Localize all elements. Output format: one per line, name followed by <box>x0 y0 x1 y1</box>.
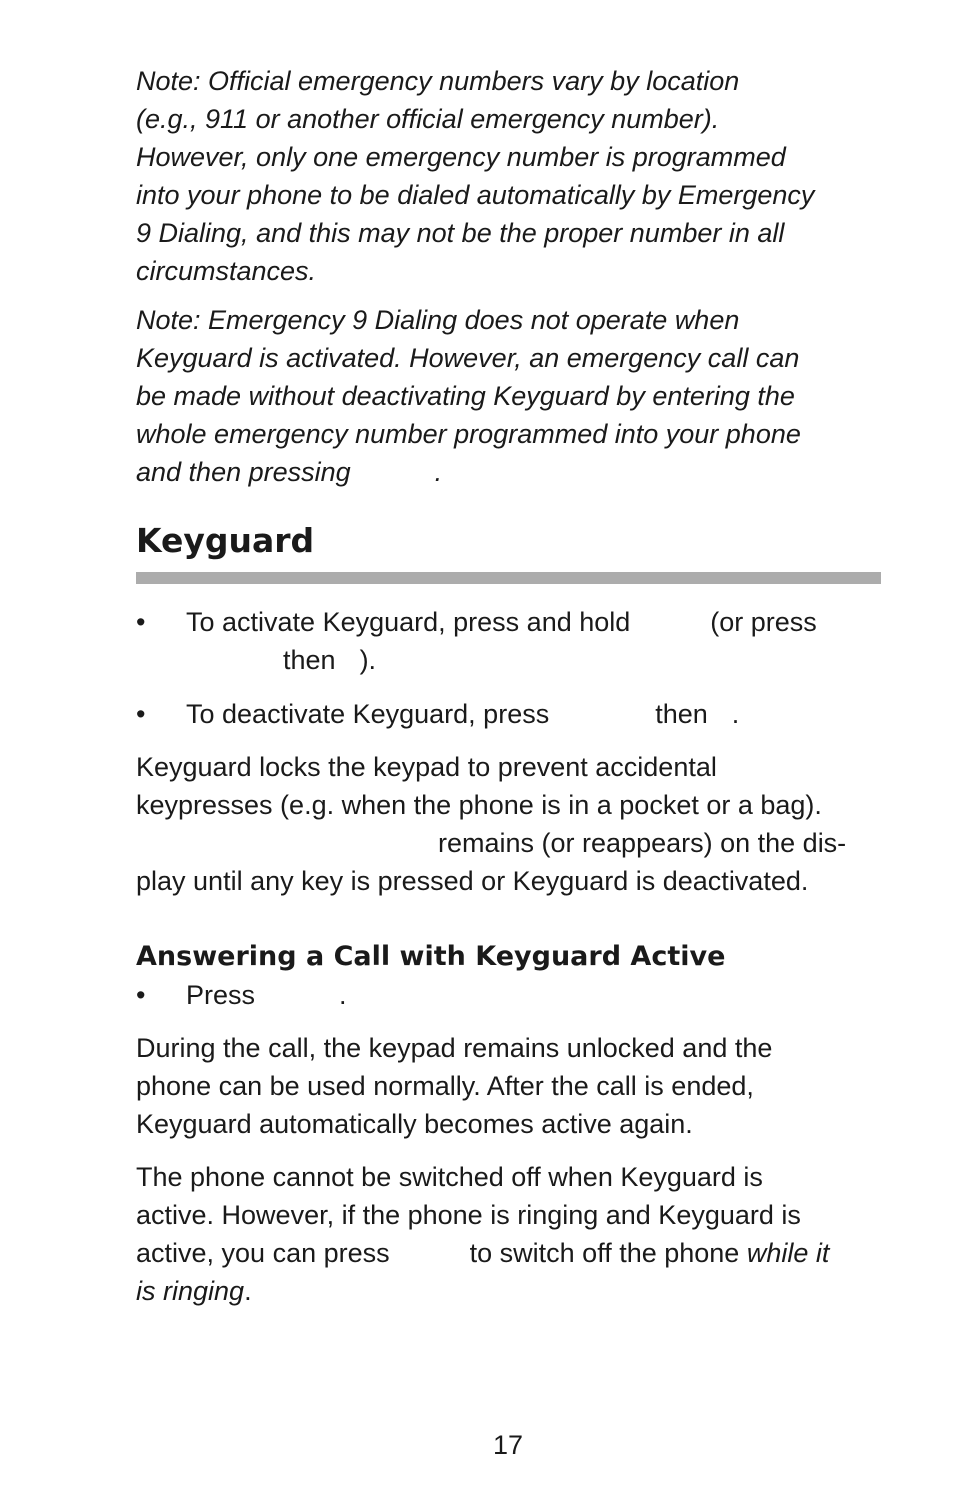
bullet-text: To deactivate Keyguard, press <box>186 699 550 729</box>
paragraph-emphasis: is ringing <box>136 1276 245 1306</box>
note-text: . <box>434 457 443 487</box>
keyguard-emergency-note <box>136 301 881 491</box>
paragraph-line: play until any key is pressed or Keyguard is deactivated. <box>136 866 809 896</box>
bullet-line <box>186 641 881 679</box>
bullet-answer-call <box>136 976 881 1014</box>
paragraph-line <box>136 824 881 862</box>
paragraph-line <box>136 1272 881 1310</box>
paragraph-text: to switch off the phone <box>469 1238 740 1268</box>
call-keypad-paragraph <box>136 1029 881 1143</box>
bullet-text: Press <box>186 980 256 1010</box>
bullet-deactivate-keyguard <box>136 695 881 733</box>
paragraph-emphasis: while it <box>746 1238 830 1268</box>
page-number: 17 <box>492 1430 524 1460</box>
paragraph-line: The phone cannot be switched off when Keyguard is <box>136 1162 763 1192</box>
bullet-text: then <box>283 645 336 675</box>
paragraph-text: remains (or reappears) on the dis- <box>438 828 847 858</box>
manual-page <box>136 62 881 1310</box>
bullet-dot: • <box>136 699 146 729</box>
paragraph-line: During the call, the keypad remains unlocked and the <box>136 1033 773 1063</box>
bullet-dot: • <box>136 980 146 1010</box>
bullet-text: then <box>655 699 708 729</box>
paragraph-line: keypresses (e.g. when the phone is in a pocket or a bag). <box>136 790 822 820</box>
note-line: Note: Official emergency numbers vary by location <box>136 66 740 96</box>
paragraph-line <box>136 1234 881 1272</box>
note-text: and then pressing <box>136 457 351 487</box>
note-line: 9 Dialing, and this may not be the proper number in all <box>136 218 785 248</box>
note-line: be made without deactivating Keyguard by entering the <box>136 381 795 411</box>
keyguard-description <box>136 748 881 900</box>
note-line: (e.g., 911 or another official emergency number). <box>136 104 720 134</box>
emergency-number-note <box>136 62 881 290</box>
note-line: into your phone to be dialed automatically by Emergency <box>136 180 815 210</box>
section-rule <box>136 572 881 584</box>
bullet-text: . <box>731 699 740 729</box>
note-line: Note: Emergency 9 Dialing does not operate when <box>136 305 740 335</box>
paragraph-line: Keyguard locks the keypad to prevent accidental <box>136 752 717 782</box>
note-line: Keyguard is activated. However, an emergency call can <box>136 343 800 373</box>
bullet-text: . <box>339 980 347 1010</box>
paragraph-line: active. However, if the phone is ringing and Keyguard is <box>136 1200 801 1230</box>
paragraph-text: active, you can press <box>136 1238 390 1268</box>
paragraph-text: . <box>244 1276 252 1306</box>
note-line: circumstances. <box>136 256 317 286</box>
bullet-dot: • <box>136 607 146 637</box>
subsection-title-answering: Answering a Call with Keyguard Active <box>136 941 726 972</box>
note-line <box>136 453 881 491</box>
bullet-line <box>186 976 881 1014</box>
section-title-keyguard: Keyguard <box>136 521 315 560</box>
note-line: However, only one emergency number is programmed <box>136 142 786 172</box>
paragraph-line: Keyguard automatically becomes active again. <box>136 1109 693 1139</box>
bullet-text: (or press <box>710 607 817 637</box>
bullet-text: ). <box>359 645 377 675</box>
note-line: whole emergency number programmed into your phone <box>136 419 801 449</box>
bullet-activate-keyguard <box>136 603 881 679</box>
switch-off-paragraph <box>136 1158 881 1310</box>
bullet-line <box>186 603 881 641</box>
paragraph-line: phone can be used normally. After the call is ended, <box>136 1071 754 1101</box>
bullet-line <box>186 695 881 733</box>
bullet-text: To activate Keyguard, press and hold <box>186 607 631 637</box>
